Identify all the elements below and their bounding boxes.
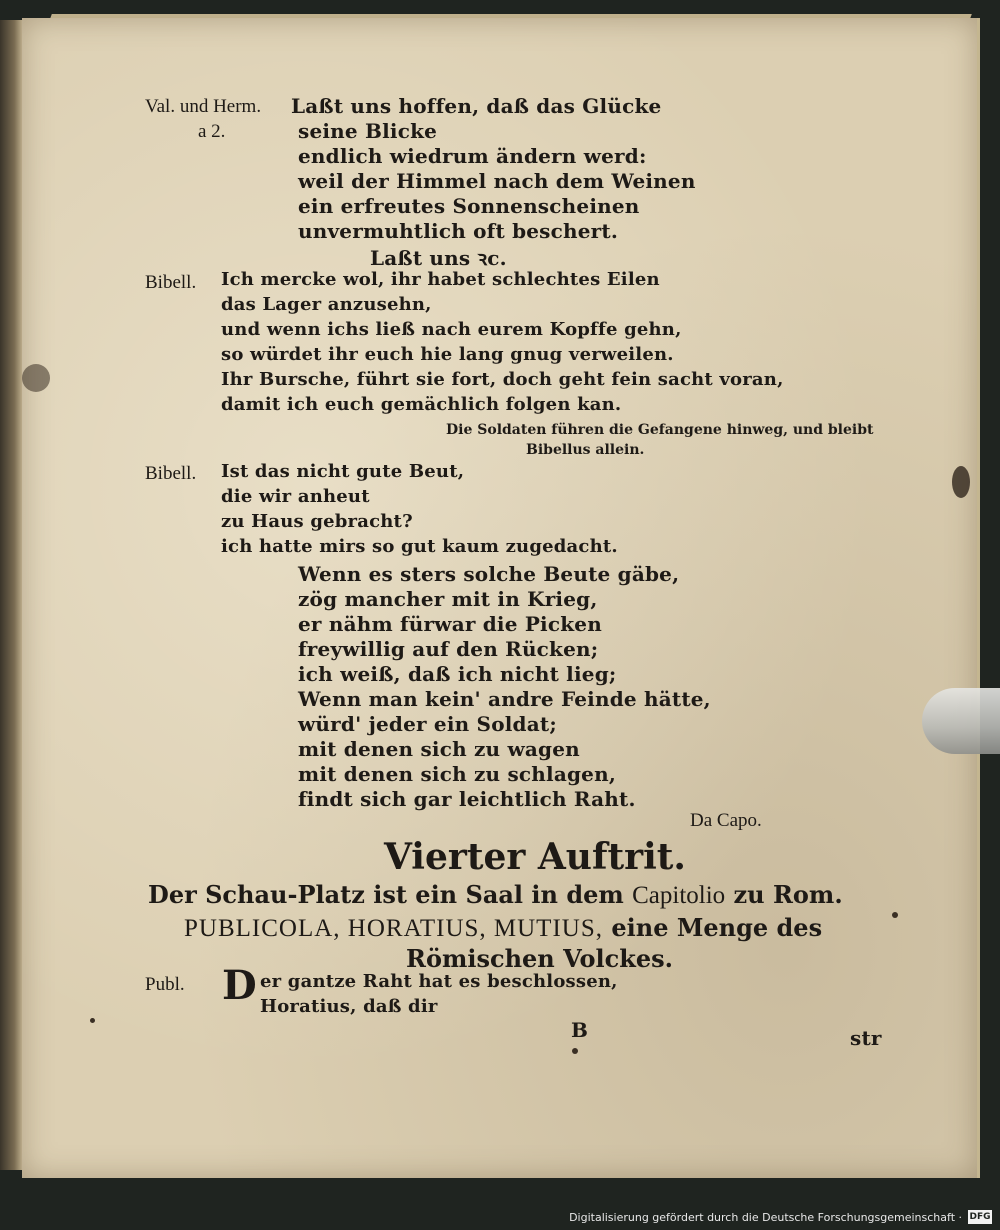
verse-line: unvermuhtlich oft beschert. — [298, 219, 619, 243]
ink-stain — [892, 912, 898, 918]
speaker-label: a 2. — [198, 121, 226, 142]
characters-names: PUBLICOLA, HORATIUS, MUTIUS, — [184, 915, 603, 942]
verse-line: zu Haus gebracht? — [221, 511, 413, 532]
verse-line: damit ich euch gemächlich folgen kan. — [221, 394, 622, 415]
verse-line: Ich mercke wol, ihr habet schlechtes Eilen — [221, 269, 660, 290]
scene-setting — [148, 880, 843, 910]
verse-line: und wenn ichs ließ nach eurem Kopffe gehn, — [221, 319, 682, 340]
scene-heading: Vierter Auftrit. — [384, 836, 686, 878]
verse-line: mit denen sich zu wagen — [298, 737, 580, 761]
ink-stain — [22, 364, 50, 392]
verse-line: ich hatte mirs so gut kaum zugedacht. — [221, 536, 618, 557]
verse-line: die wir anheut — [221, 486, 370, 507]
verse-line: ich weiß, daß ich nicht lieg; — [298, 662, 617, 686]
dfg-logo: DFG — [969, 1212, 991, 1222]
verse-line: Ihr Bursche, führt sie fort, doch geht fein sacht voran, — [221, 369, 784, 390]
speaker-label: Bibell. — [145, 463, 197, 484]
verse-line: endlich wiedrum ändern werd: — [298, 144, 647, 168]
verse-line: Laßt uns hoffen, daß das Glücke — [291, 94, 662, 118]
catchword: str — [850, 1026, 882, 1050]
characters-line-2: Römischen Volckes. — [406, 944, 674, 973]
verse-line: Wenn es sters solche Beute gäbe, — [298, 562, 680, 586]
scene-setting-latin: Capitolio — [632, 882, 726, 909]
verse-line: Wenn man kein' andre Feinde hätte, — [298, 687, 711, 711]
speaker-label: Val. und Herm. — [145, 96, 262, 117]
bookmark-tab — [922, 688, 1000, 754]
verse-line: Horatius, daß dir — [260, 996, 438, 1017]
book-page — [22, 18, 980, 1178]
verse-line: er gantze Raht hat es beschlossen, — [260, 971, 618, 992]
verse-line: mit denen sich zu schlagen, — [298, 762, 616, 786]
characters-line — [184, 913, 822, 943]
verse-line: zög mancher mit in Krieg, — [298, 587, 598, 611]
footer-credit: Digitalisierung gefördert durch die Deutsche Forschungsgemeinschaft · — [569, 1211, 962, 1224]
signature-mark: B — [571, 1018, 589, 1042]
drop-capital: D — [222, 962, 257, 1009]
verse-line: freywillig auf den Rücken; — [298, 637, 599, 661]
speaker-label: Bibell. — [145, 272, 197, 293]
verse-line: Ist das nicht gute Beut, — [221, 461, 465, 482]
scene-setting-place: zu Rom. — [733, 880, 843, 909]
da-capo: Da Capo. — [690, 810, 762, 831]
verse-line: Laßt uns ꝛc. — [370, 246, 507, 270]
stage-direction: Bibellus allein. — [526, 442, 645, 458]
ink-stain — [952, 466, 970, 498]
speaker-label: Publ. — [145, 974, 185, 995]
verse-line: ein erfreutes Sonnenscheinen — [298, 194, 640, 218]
scene-setting-text: Der Schau-Platz ist ein Saal in dem — [148, 880, 624, 909]
ink-stain — [90, 1018, 95, 1023]
verse-line: weil der Himmel nach dem Weinen — [298, 169, 696, 193]
stage-direction: Die Soldaten führen die Gefangene hinweg, und bleibt — [446, 422, 874, 438]
characters-rest: eine Menge des — [611, 913, 823, 942]
book-spine — [0, 20, 24, 1170]
verse-line: so würdet ihr euch hie lang gnug verweilen. — [221, 344, 674, 365]
verse-line: er nähm fürwar die Picken — [298, 612, 602, 636]
verse-line: das Lager anzusehn, — [221, 294, 432, 315]
ink-stain — [572, 1048, 578, 1054]
verse-line: seine Blicke — [298, 119, 438, 143]
verse-line: findt sich gar leichtlich Raht. — [298, 787, 636, 811]
verse-line: würd' jeder ein Soldat; — [298, 712, 557, 736]
